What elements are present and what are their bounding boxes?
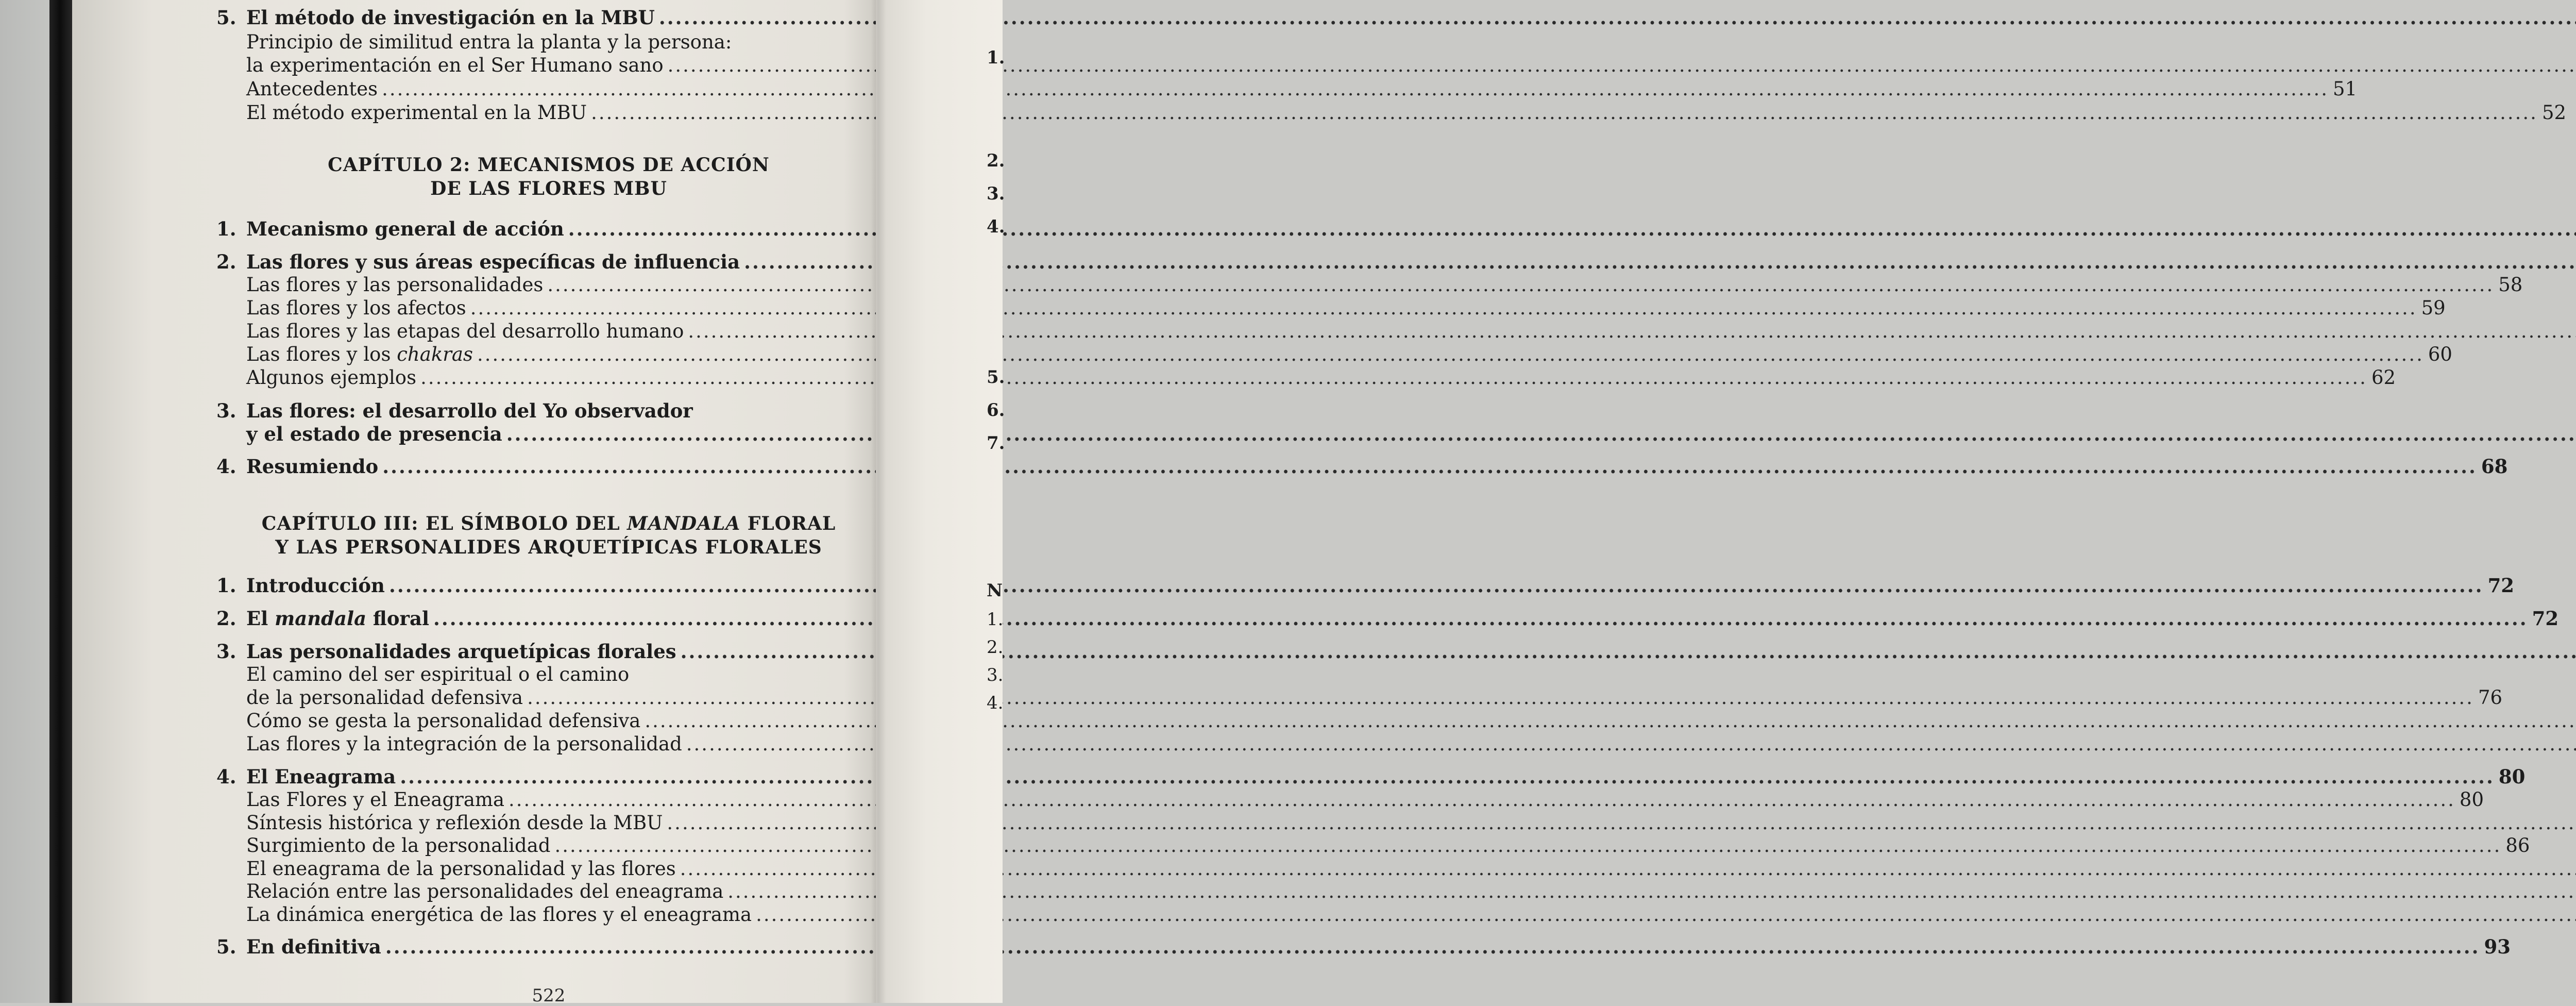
entry-title: Cómo se gesta la personalidad defensiva: [246, 710, 641, 732]
page-number: 93: [2484, 935, 2511, 958]
toc-subentry: [216, 296, 2446, 321]
chapter-title-line: CAPÍTULO 2: MECANISMOS DE ACCIÓN: [328, 154, 770, 176]
entry-title: Síntesis histórica y reflexión desde la MBU: [246, 812, 663, 834]
entry-number: 2.: [216, 250, 236, 273]
dot-leader: [727, 879, 2576, 904]
dot-leader: [470, 296, 2417, 321]
dot-leader: [744, 249, 2576, 274]
chapter-title-text: CAPÍTULO III: EL SÍMBOLO DEL: [261, 513, 628, 534]
toc-subentry: [216, 685, 2503, 710]
dot-leader: [568, 216, 2576, 241]
toc-entry: [216, 764, 2526, 789]
entry-title: Las flores y la integración de la personalidad: [246, 733, 682, 755]
dot-leader: [527, 685, 2474, 710]
book-spine: [49, 0, 73, 1003]
entry-title: En definitiva: [246, 935, 381, 958]
entry-title-italic: chakras: [397, 343, 473, 365]
toc-subentry: [216, 273, 2523, 297]
entry-title: y el estado de presencia: [246, 423, 502, 445]
dot-leader: [756, 902, 2576, 927]
page-folio-number: 522: [532, 985, 566, 1006]
toc-entry: [216, 398, 881, 423]
entry-number: 4.: [216, 765, 236, 788]
toc-subentry: [216, 787, 2484, 812]
entry-number: 3.: [216, 640, 236, 663]
entry-title-text: Las flores y los: [246, 343, 397, 365]
page-gutter-shadow: [871, 0, 886, 1003]
dot-leader: [506, 422, 2576, 446]
dot-leader: [385, 934, 2480, 959]
right-page-number: 1.: [987, 47, 1005, 68]
entry-title: Las flores y las etapas del desarrollo humano: [246, 320, 684, 342]
right-page-number: 7.: [987, 433, 1005, 454]
page-number: 72: [2487, 574, 2515, 597]
page-number: 80: [2459, 789, 2484, 811]
entry-title-italic: mandala: [275, 607, 367, 630]
right-page-number: 3.: [987, 183, 1005, 204]
entry-title: Las flores y sus áreas específicas de influencia: [246, 250, 740, 273]
right-page-number: 5.: [987, 367, 1005, 388]
toc-subentry: [216, 77, 2358, 102]
right-page-number: 2.: [987, 637, 1004, 658]
chapter-title-line: Y LAS PERSONALIDES ARQUETÍPICAS FLORALES: [275, 536, 822, 558]
entry-title: El método experimental en la MBU: [246, 102, 587, 124]
toc-entry: [216, 216, 881, 241]
right-page-heading-initial: N: [987, 580, 1003, 601]
entry-title: Las personalidades arquetípicas florales: [246, 640, 676, 663]
entry-title: La dinámica energética de las flores y el eneagrama: [246, 903, 752, 926]
entry-number: 2.: [216, 607, 236, 630]
page-number: 52: [2541, 102, 2567, 124]
book-page-left: [72, 0, 2567, 1006]
toc-subentry: [216, 365, 2396, 390]
toc-subentry: [216, 833, 2530, 858]
toc-entry: [216, 249, 881, 274]
entry-title: El Eneagrama: [246, 765, 396, 788]
chapter-title-line: DE LAS FLORES MBU: [430, 178, 667, 199]
entry-title: [246, 606, 429, 631]
chapter-title-text: FLORAL: [740, 513, 836, 534]
chapter-heading: [216, 153, 881, 200]
toc-subentry: [216, 53, 881, 78]
page-number: 60: [2428, 343, 2452, 365]
entry-title: Relación entre las personalidades del eneagrama: [246, 880, 724, 902]
page-number: 80: [2498, 765, 2526, 788]
page-number: 59: [2421, 297, 2446, 319]
entry-title: de la personalidad defensiva: [246, 686, 523, 709]
toc-subentry: [216, 709, 881, 733]
entry-title: Algunos ejemplos: [246, 366, 417, 389]
entry-title: [246, 342, 473, 367]
toc-entry: [216, 573, 2515, 598]
dot-leader: [547, 273, 2494, 297]
entry-number: 1.: [216, 217, 236, 240]
dot-leader: [400, 764, 2495, 789]
entry-title: Las flores y los afectos: [246, 297, 466, 319]
toc-entry-sec5: [216, 5, 881, 30]
chapter-heading: [216, 512, 881, 559]
page-number: 58: [2498, 274, 2523, 296]
entry-title: Resumiendo: [246, 455, 379, 478]
entry-number: 5.: [216, 6, 236, 29]
dot-leader: [477, 342, 2424, 367]
toc-subentry: [216, 811, 881, 835]
entry-title: la experimentación en el Ser Humano sano: [246, 54, 664, 76]
toc-subentry: [216, 342, 2452, 367]
toc-subentry: [216, 100, 2567, 125]
toc-subentry: [216, 902, 881, 927]
book-page-right: [876, 0, 1003, 1003]
entry-title: Las flores: el desarrollo del Yo observador: [246, 399, 693, 422]
page-number: 86: [2505, 834, 2530, 857]
entry-number: 1.: [216, 574, 236, 597]
right-page-number: 2.: [987, 150, 1005, 171]
dot-leader: [420, 365, 2367, 390]
toc-subentry: [216, 857, 881, 881]
toc-subentry: [216, 319, 881, 344]
entry-title: Las flores y las personalidades: [246, 274, 544, 296]
entry-title: Surgimiento de la personalidad: [246, 834, 551, 857]
entry-title: Principio de similitud entra la planta y la persona:: [246, 31, 732, 53]
entry-title: Introducción: [246, 574, 385, 597]
entry-number: 4.: [216, 455, 236, 478]
entry-title: Mecanismo general de acción: [246, 217, 564, 240]
dot-leader: [389, 573, 2484, 598]
page-number: 76: [2478, 686, 2503, 709]
background-left: [0, 0, 52, 1003]
toc-entry: [216, 454, 2508, 479]
entry-number: 3.: [216, 399, 236, 422]
dot-leader: [382, 77, 2329, 102]
right-page-number: 3.: [987, 665, 1004, 685]
chapter-title-line: [216, 512, 881, 535]
dot-leader: [554, 833, 2501, 858]
right-page-number: 6.: [987, 400, 1005, 421]
page-number: 72: [2532, 607, 2559, 630]
toc-entry: [216, 606, 2559, 631]
right-page-number: 1.: [987, 609, 1004, 630]
entry-title: Antecedentes: [246, 78, 378, 100]
toc-entry-continuation: [216, 422, 881, 446]
right-page-number: 4.: [987, 693, 1004, 713]
page-number: 62: [2371, 366, 2396, 389]
dot-leader: [433, 606, 2528, 631]
right-page-number: 4.: [987, 216, 1005, 237]
toc-subentry: [216, 732, 881, 757]
dot-leader: [509, 787, 2455, 812]
toc-subentry: [216, 879, 881, 904]
toc-entry: [216, 639, 881, 664]
chapter-title-italic: MANDALA: [627, 513, 741, 534]
entry-title: El camino del ser espiritual o el camino: [246, 663, 630, 685]
toc-subentry: [216, 662, 881, 687]
page-number: 68: [2481, 455, 2508, 478]
entry-title: Las Flores y el Eneagrama: [246, 789, 505, 811]
toc-entry: [216, 934, 2511, 959]
entry-title-text: El: [246, 607, 275, 630]
dot-leader: [382, 454, 2477, 479]
entry-title: El método de investigación en la MBU: [246, 6, 655, 29]
entry-number: 5.: [216, 935, 236, 958]
entry-title-text: floral: [366, 607, 430, 630]
toc-subentry: [216, 30, 881, 55]
page-number: 51: [2332, 78, 2358, 100]
entry-title: El eneagrama de la personalidad y las flores: [246, 858, 676, 880]
